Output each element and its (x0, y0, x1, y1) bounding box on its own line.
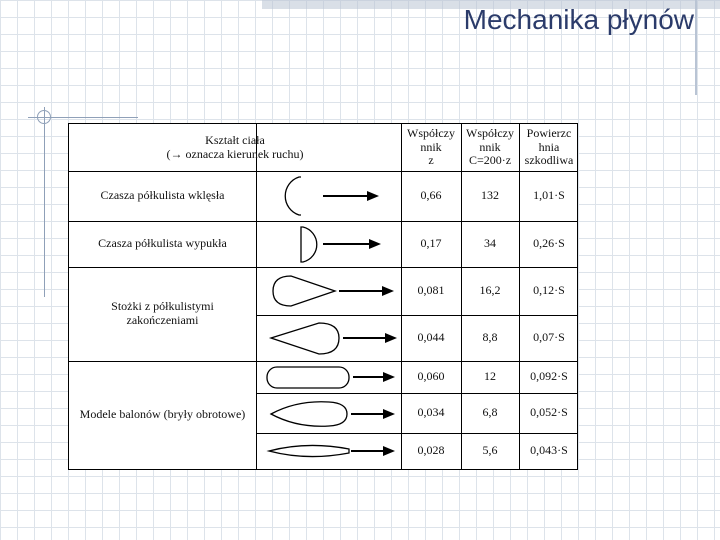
value-z: 0,044 (417, 330, 445, 345)
header-coefficient-z (401, 124, 461, 171)
cone-point-front-icon (257, 316, 401, 361)
header-s-line: szkodliwa (524, 153, 574, 168)
concave-cup-icon (257, 172, 401, 221)
value-z: 0,034 (417, 405, 445, 420)
header-s-line: hnia (538, 139, 560, 154)
slide-title: Mechanika płynów (463, 4, 694, 35)
value-c: 132 (481, 188, 499, 203)
slender-spindle-icon (257, 434, 401, 469)
drag-coefficient-table (68, 123, 578, 470)
group-label-concave-cup: Czasza półkulista wklęsła (100, 188, 225, 203)
value-s: 0,26·S (533, 236, 565, 251)
value-s: 0,12·S (533, 283, 565, 298)
value-z: 0,028 (417, 443, 445, 458)
cone-round-front-icon (257, 268, 401, 315)
value-z: 0,081 (417, 283, 445, 298)
header-z-line: Współczy (407, 125, 455, 140)
value-s: 0,043·S (530, 443, 568, 458)
decorative-top-vertical-line (695, 0, 697, 95)
header-c-line: Współczy (466, 125, 514, 140)
value-c: 6,8 (482, 405, 498, 420)
value-z: 0,17 (420, 236, 442, 251)
header-s-line: Powierzc (526, 125, 572, 140)
convex-cup-icon (257, 222, 401, 267)
value-s: 0,07·S (533, 330, 565, 345)
header-c-line: C=200·z (468, 153, 512, 168)
value-z: 0,060 (417, 369, 445, 384)
value-c: 34 (484, 236, 496, 251)
value-s: 1,01·S (533, 188, 565, 203)
group-label-cones-line: Stożki z półkulistymi (111, 299, 214, 314)
balloon-teardrop-icon (257, 394, 401, 433)
rounded-cylinder-icon (257, 362, 401, 393)
header-drag-area (519, 124, 579, 171)
decorative-circle (37, 110, 51, 124)
header-z-line: z (428, 153, 434, 168)
header-c-line: nnik (479, 139, 501, 154)
group-label-convex-cup: Czasza półkulista wypukła (98, 236, 227, 251)
group-label-cones (69, 267, 256, 361)
value-s: 0,052·S (530, 405, 568, 420)
value-c: 16,2 (479, 283, 501, 298)
decorative-left-vertical-line (44, 107, 45, 297)
value-c: 5,6 (482, 443, 498, 458)
group-label-balloons: Modele balonów (bryły obrotowe) (79, 407, 246, 422)
header-shape-title: Kształt ciała (205, 132, 265, 147)
value-c: 12 (484, 369, 496, 384)
header-z-line: nnik (420, 139, 442, 154)
header-shape-note: (→ oznacza kierunek ruchu) (166, 146, 304, 161)
group-label-cones-line: zakończeniami (126, 313, 199, 327)
value-z: 0,66 (420, 188, 442, 203)
value-c: 8,8 (482, 330, 498, 345)
value-s: 0,092·S (530, 369, 568, 384)
header-coefficient-c (461, 124, 519, 171)
header-shape (69, 124, 401, 171)
